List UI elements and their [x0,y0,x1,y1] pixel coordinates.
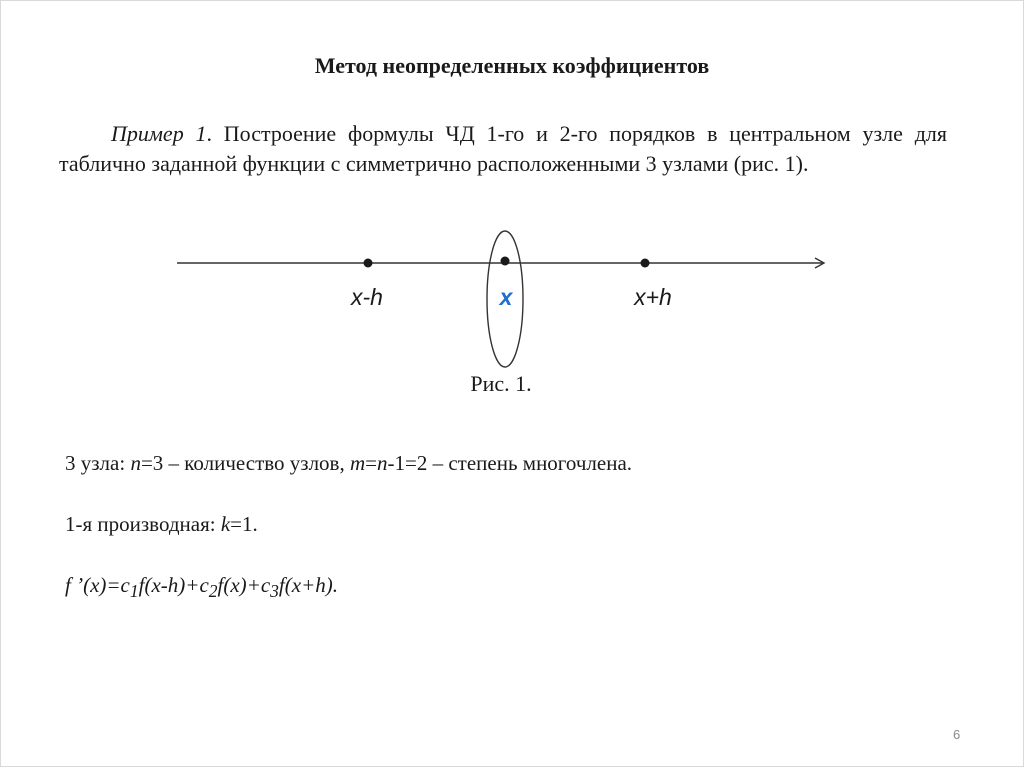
derivative-formula [65,573,338,602]
example-text: . Построение формулы ЧД 1-го и 2-го порядков в центральном узле для таблично заданной функции с симметрично расположенными 3 узлами (рис. 1). [59,121,947,176]
node-label-left: x-h [351,284,383,310]
equals-sign: = [365,451,377,475]
nodes-info-line [65,451,632,476]
example-paragraph [59,119,947,179]
formula-term-3: f(x+h). [278,573,338,597]
example-label: Пример 1 [111,121,207,146]
formula-sub-1: 1 [129,581,139,602]
page-number: 6 [953,727,961,742]
node-left [364,259,373,268]
node-center [501,257,510,266]
derivative-order-value: =1. [230,512,258,536]
var-m: m [349,451,366,475]
nodes-info-prefix: 3 узла: [65,451,131,475]
number-line-diagram [171,219,841,369]
node-label-center: x [499,284,513,310]
formula-term-2: f(x)+c [217,573,271,597]
node-right [641,259,650,268]
figure-number-line [171,219,841,369]
formula-sub-3: 3 [270,581,279,602]
degree-text: -1=2 – степень многочлена. [387,451,633,475]
slide-title: Метод неопределенных коэффициентов [314,53,710,78]
var-k: k [220,512,231,536]
nodes-count-text: =3 – количество узлов, [140,451,350,475]
formula-sub-2: 2 [208,581,218,602]
derivative-order-line [65,512,258,537]
figure-caption: Рис. 1. [470,371,532,396]
formula-term-1: f(x-h)+c [138,573,209,597]
node-label-right: x+h [634,284,672,310]
var-n: n [130,451,141,475]
derivative-prefix: 1-я производная: [65,512,221,536]
formula-lhs: f ’(x)=c [65,573,130,597]
var-n-2: n [377,451,388,475]
